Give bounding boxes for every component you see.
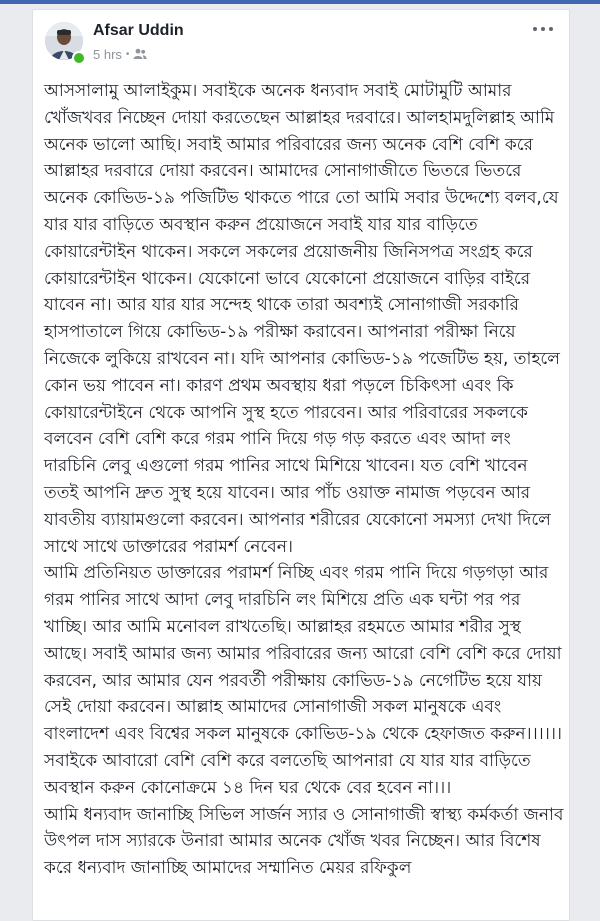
post-card [32,9,570,921]
post-paragraph: আমি ধন্যবাদ জানাচ্ছি সিভিল সার্জন স্যার ও সোনাগাজী স্বাস্থ্য কর্মকর্তা জনাব উৎপল দাস স্যারকে উনারা আমার অনেক খোঁজ খবর নিচ্ছেন। আর বিশেষ করে ধন্যবাদ জানাচ্ছি আমাদের সম্মানিত মেয়র রফিকুল [44,804,564,879]
friends-icon[interactable] [133,48,147,60]
post-paragraph: আমি প্রতিনিয়ত ডাক্তারের পরামর্শ নিচ্ছি এবং গরম পানি দিয়ে গড়গড়া আর গরম পানির সাথে আদা লেবু দারচিনি লং মিশিয়ে প্রতি এক ঘন্টা পর পর খাচ্ছি। আর আমি মনোবল রাখতেছি। আল্লাহর রহমতে আমার শরীর সুস্থ আছে। সবাই আমার জন্য আমার পরিবারের জন্য আরো বেশি বেশি করে দোয়া করবেন, আর আমার যেন পরবর্তী পরীক্ষায় কোভিড-১৯ নেগেটিভ হয়ে যায় সেই দোয়া করবেন। আল্লাহ আমাদের সোনাগাজী সকল মানুষকে এবং বাংলাদেশ এবং বিশ্বের সকল মানুষকে কোভিড-১৯ থেকে হেফাজত করুন।।।।।। সবাইকে আবারো বেশি বেশি করে বলতেছি আপনারা যে যার যার বাড়িতে অবস্থান করুন কোনোক্রমে ১৪ দিন ঘর থেকে বের হবেন না।।। [44,563,562,798]
more-options-icon[interactable] [533,24,553,34]
post-paragraph: আসসালামু আলাইকুম। সবাইকে অনেক ধন্যবাদ সবাই মোটামুটি আমার খোঁজখবর নিচ্ছেন দোয়া করতেছেন আল্লাহর দরবারে। আলহামদুলিল্লাহ আমি অনেক ভালো আছি। সবাই আমার পরিবারের জন্য অনেক বেশি বেশি করে আল্লাহর দরবারে দোয়া করবেন। আমাদের সোনাগাজীতে ভিতরে ভিতরে অনেক কোভিড-১৯ পজিটিভ থাকতে পারে তো আমি সবার উদ্দেশ্যে বলব,যে যার যার বাড়িতে অবস্থান করুন প্রয়োজনে সবাই যার যার বাড়িতে কোয়ারেন্টাইন থাকেন। সকলে সকলের প্রয়োজনীয় জিনিসপত্র সংগ্রহ করে কোয়ারেন্টাইন থাকেন। যেকোনো ভাবে যেকোনো প্রয়োজনে বাড়ির বাইরে যাবেন না। আর যার যার সন্দেহ থাকে তারা অবশ্যই সোনাগাজী সরকারি হাসপাতালে গিয়ে কোভিড-১৯ পরীক্ষা করাবেন। আপনারা পরীক্ষা নিয়ে নিজেকে লুকিয়ে রাখবেন না। যদি আপনার কোভিড-১৯ পজেটিভ হয়, তাহলে কোন ভয় পাবেন না। কারণ প্রথম অবস্থায় ধরা পড়লে চিকিৎসা এবং কি কোয়ারেন্টাইনে থেকে আপনি সুস্থ হতে পারবেন। আর পরিবারের সকলকে বলবেন বেশি বেশি করে গরম পানি দিয়ে গড় গড় করতে এবং আদা লং দারচিনি লেবু এগুলো গরম পানির সাথে মিশিয়ে খাবেন। যত বেশি খাবেন ততই আপনি দ্রুত সুস্থ হয়ে যাবেন। আর পাঁচ ওয়াক্ত নামাজ পড়বেন আর যাবতীয় ব্যায়ামগুলো করবেন। আপনার শরীরের যেকোনো সমস্যা দেখা দিলে সাথে সাথে ডাক্তারের পরামর্শ নেবেন। [44,81,560,557]
online-status-dot [72,51,86,65]
top-nav-bar [0,0,600,4]
meta-separator: • [125,48,130,60]
post-meta [93,46,147,62]
author-name[interactable]: Afsar Uddin [93,22,184,39]
post-timestamp[interactable]: 5 hrs [93,46,122,62]
post-body [44,78,564,882]
post-header [33,10,569,70]
